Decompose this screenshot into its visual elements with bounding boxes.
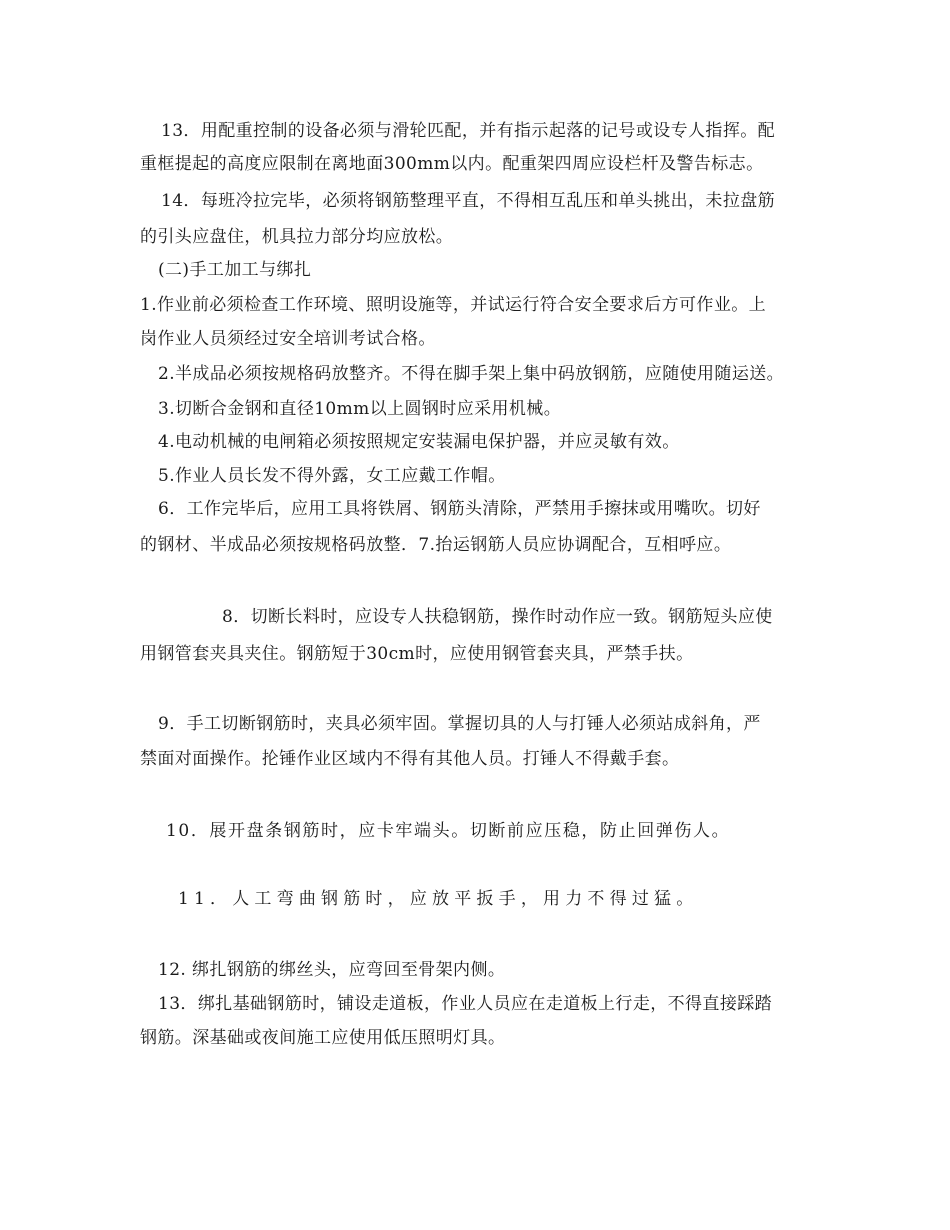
- text-line: 13．用配重控制的设备必须与滑轮匹配，并有指示起落的记号或设专人指挥。配: [161, 121, 776, 141]
- text-line: 5.作业人员长发不得外露，女工应戴工作帽。: [158, 466, 506, 486]
- text-line: 1.作业前必须检查工作环境、照明设施等，并试运行符合安全要求后方可作业。上: [140, 295, 767, 315]
- text-line: 12. 绑扎钢筋的绑丝头，应弯回至骨架内侧。: [158, 960, 506, 980]
- text-line: 14．每班冷拉完毕，必须将钢筋整理平直，不得相互乱压和单头挑出，未拉盘筋: [161, 191, 776, 211]
- text-line: 6．工作完毕后，应用工具将铁屑、钢筋头清除，严禁用手擦抹或用嘴吹。切好: [158, 499, 761, 519]
- text-line: 11．人工弯曲钢筋时，应放平扳手，用力不得过猛。: [178, 889, 699, 909]
- text-line: 4.电动机械的电闸箱必须按照规定安装漏电保护器，并应灵敏有效。: [158, 432, 680, 452]
- text-line: 禁面对面操作。抡锤作业区域内不得有其他人员。打锤人不得戴手套。: [140, 749, 680, 769]
- text-line: 9．手工切断钢筋时，夹具必须牢固。掌握切具的人与打锤人必须站成斜角，严: [158, 714, 761, 734]
- text-line: 钢筋。深基础或夜间施工应使用低压照明灯具。: [140, 1028, 506, 1048]
- text-line: 的钢材、半成品必须按规格码放整．7.抬运钢筋人员应协调配合，互相呼应。: [140, 535, 732, 555]
- text-line: 重框提起的高度应限制在离地面300mm以内。配重架四周应设栏杆及警告标志。: [140, 154, 764, 174]
- text-line: 岗作业人员须经过安全培训考试合格。: [140, 329, 436, 349]
- text-line: 13．绑扎基础钢筋时，铺设走道板，作业人员应在走道板上行走，不得直接踩踏: [158, 994, 773, 1014]
- section-heading: (二)手工加工与绑扎: [158, 260, 312, 280]
- text-line: 10．展开盘条钢筋时，应卡牢端头。切断前应压稳，防止回弹伤人。: [166, 821, 731, 841]
- text-line: 的引头应盘住，机具拉力部分均应放松。: [140, 227, 454, 247]
- text-line: 3.切断合金钢和直径10mm以上圆钢时应采用机械。: [158, 399, 562, 419]
- text-line: 8．切断长料时，应设专人扶稳钢筋，操作时动作应一致。钢筋短头应使: [222, 607, 773, 627]
- text-line: 2.半成品必须按规格码放整齐。不得在脚手架上集中码放钢筋，应随使用随运送。: [158, 364, 785, 384]
- text-line: 用钢管套夹具夹住。钢筋短于30cm时，应使用钢管套夹具，严禁手扶。: [140, 644, 694, 664]
